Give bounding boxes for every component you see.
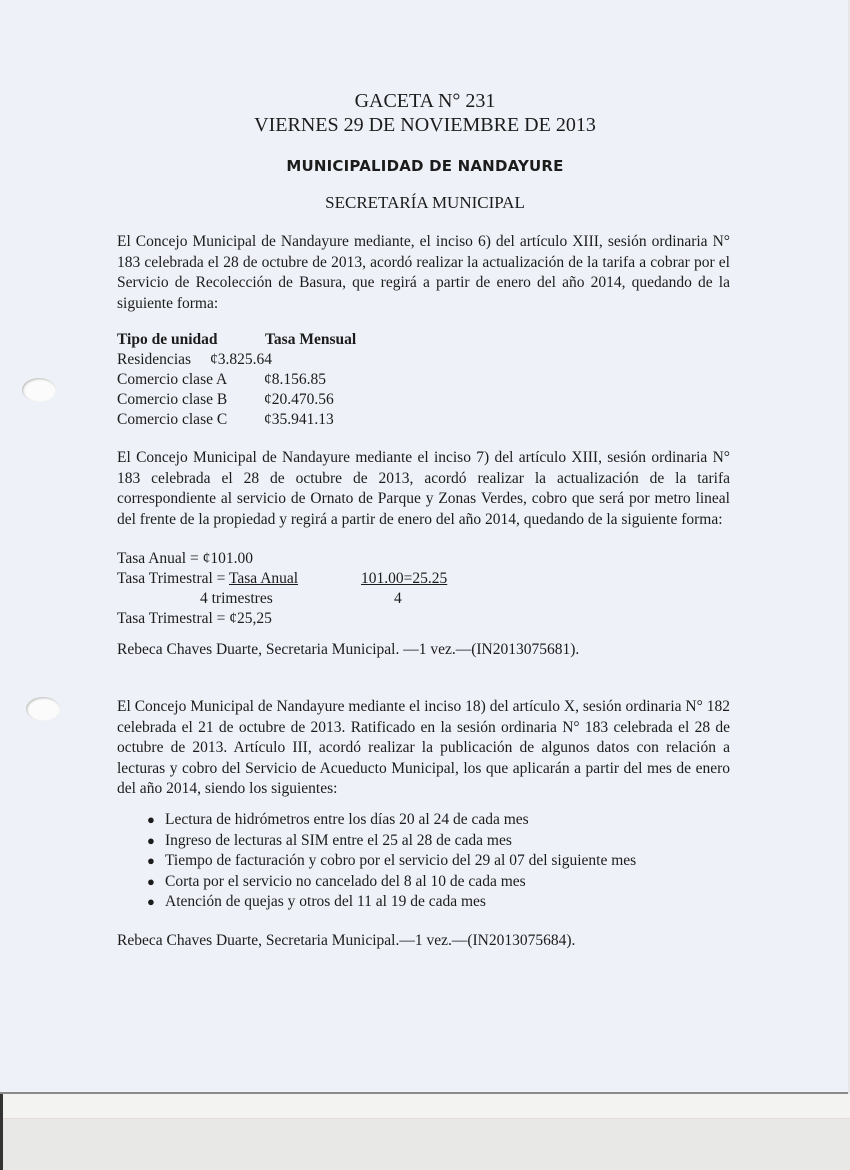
calc-denominator: 4: [394, 590, 402, 607]
table-row-unit: Comercio clase C: [117, 411, 228, 428]
table-row-rate: ¢8.156.85: [264, 371, 326, 388]
bullet-icon: ●: [147, 894, 155, 909]
list-item: ● Atención de quejas y otros del 11 al 19 de cada mes: [147, 892, 636, 913]
department-title: SECRETARÍA MUNICIPAL: [325, 193, 525, 212]
notice2-body: El Concejo Municipal de Nandayure mediante el inciso 7) del artículo XIII, sesión ordinaria N° 183 celebrada el 28 de octubre de 2013, acordó realizar la actualización de la tarifa correspondiente al servicio de Ornato de Parque y Zonas Verdes, cobro que será por metro lineal del frente de la propiedad y regirá a partir de enero del año 2014, quedando de la siguiente forma:: [117, 449, 730, 528]
notice3-signature: Rebeca Chaves Duarte, Secretaria Municipal.—1 vez.—(IN2013075684).: [117, 932, 576, 949]
bullet-icon: ●: [147, 873, 155, 889]
bullet-icon: ●: [147, 832, 155, 848]
schedule-list: [147, 810, 636, 913]
list-item: ● Ingreso de lecturas al SIM entre el 25 al 28 de cada mes: [147, 831, 636, 852]
formula-numerator: Tasa Anual: [229, 570, 299, 587]
quarterly-formula: [117, 569, 298, 589]
gazette-number: GACETA N° 231: [354, 90, 496, 112]
table-row-rate: ¢35.941.13: [264, 411, 334, 428]
list-item: ● Lectura de hidrómetros entre los días 20 al 24 de cada mes: [147, 810, 636, 831]
notice2-signature: Rebeca Chaves Duarte, Secretaria Municipal. —1 vez.—(IN2013075681).: [117, 641, 580, 658]
list-item: ● Tiempo de facturación y cobro por el servicio del 29 al 07 del siguiente mes: [147, 851, 636, 872]
notice3-body: El Concejo Municipal de Nandayure mediante el inciso 18) del artículo X, sesión ordinaria N° 182 celebrada el 21 de octubre de 2013. Ratificado en la sesión ordinaria N° 183 celebrada el 28 de octubre de 2013. Artículo III, acordó realizar la publicación de algunos datos con relación a lecturas y cobro del Servicio de Acueducto Municipal, los que aplicarán a partir del mes de enero del año 2014, siendo los siguientes:: [117, 698, 730, 797]
table-row-rate: ¢3.825.64: [210, 351, 272, 368]
institution-title: MUNICIPALIDAD DE NANDAYURE: [286, 157, 564, 175]
table-row-unit: Comercio clase B: [117, 391, 228, 408]
scanner-bed: [0, 1119, 850, 1170]
scanner-edge: [0, 1094, 3, 1170]
calc-numerator: 101.00=25.25: [361, 570, 448, 587]
scanner-strip: [0, 1094, 850, 1119]
formula-denominator: 4 trimestres: [200, 590, 273, 607]
punch-hole: [22, 378, 56, 402]
notice1-body: El Concejo Municipal de Nandayure mediante, el inciso 6) del artículo XIII, sesión ordinaria N° 183 celebrada el 28 de octubre de 2013, acordó realizar la actualización de la tarifa a cobrar por el Servicio de Recolección de Basura, que regirá a partir de enero del año 2014, quedando de la siguiente forma:: [117, 233, 730, 312]
bullet-icon: ●: [147, 812, 155, 827]
table-header-unit: Tipo de unidad: [117, 331, 218, 348]
table-row-unit: Comercio clase A: [117, 371, 228, 388]
list-item: ● Corta por el servicio no cancelado del 8 al 10 de cada mes: [147, 872, 636, 893]
table-row-unit: Residencias: [117, 351, 192, 368]
table-header-rate: Tasa Mensual: [265, 331, 357, 348]
quarterly-label: Tasa Trimestral =: [117, 570, 229, 587]
annual-rate: Tasa Anual = ¢101.00: [117, 550, 253, 567]
gazette-date: VIERNES 29 DE NOVIEMBRE DE 2013: [254, 114, 596, 136]
punch-hole: [26, 697, 60, 721]
bullet-icon: ●: [147, 853, 155, 868]
table-row-rate: ¢20.470.56: [264, 391, 334, 408]
quarterly-result: Tasa Trimestral = ¢25,25: [117, 610, 272, 627]
